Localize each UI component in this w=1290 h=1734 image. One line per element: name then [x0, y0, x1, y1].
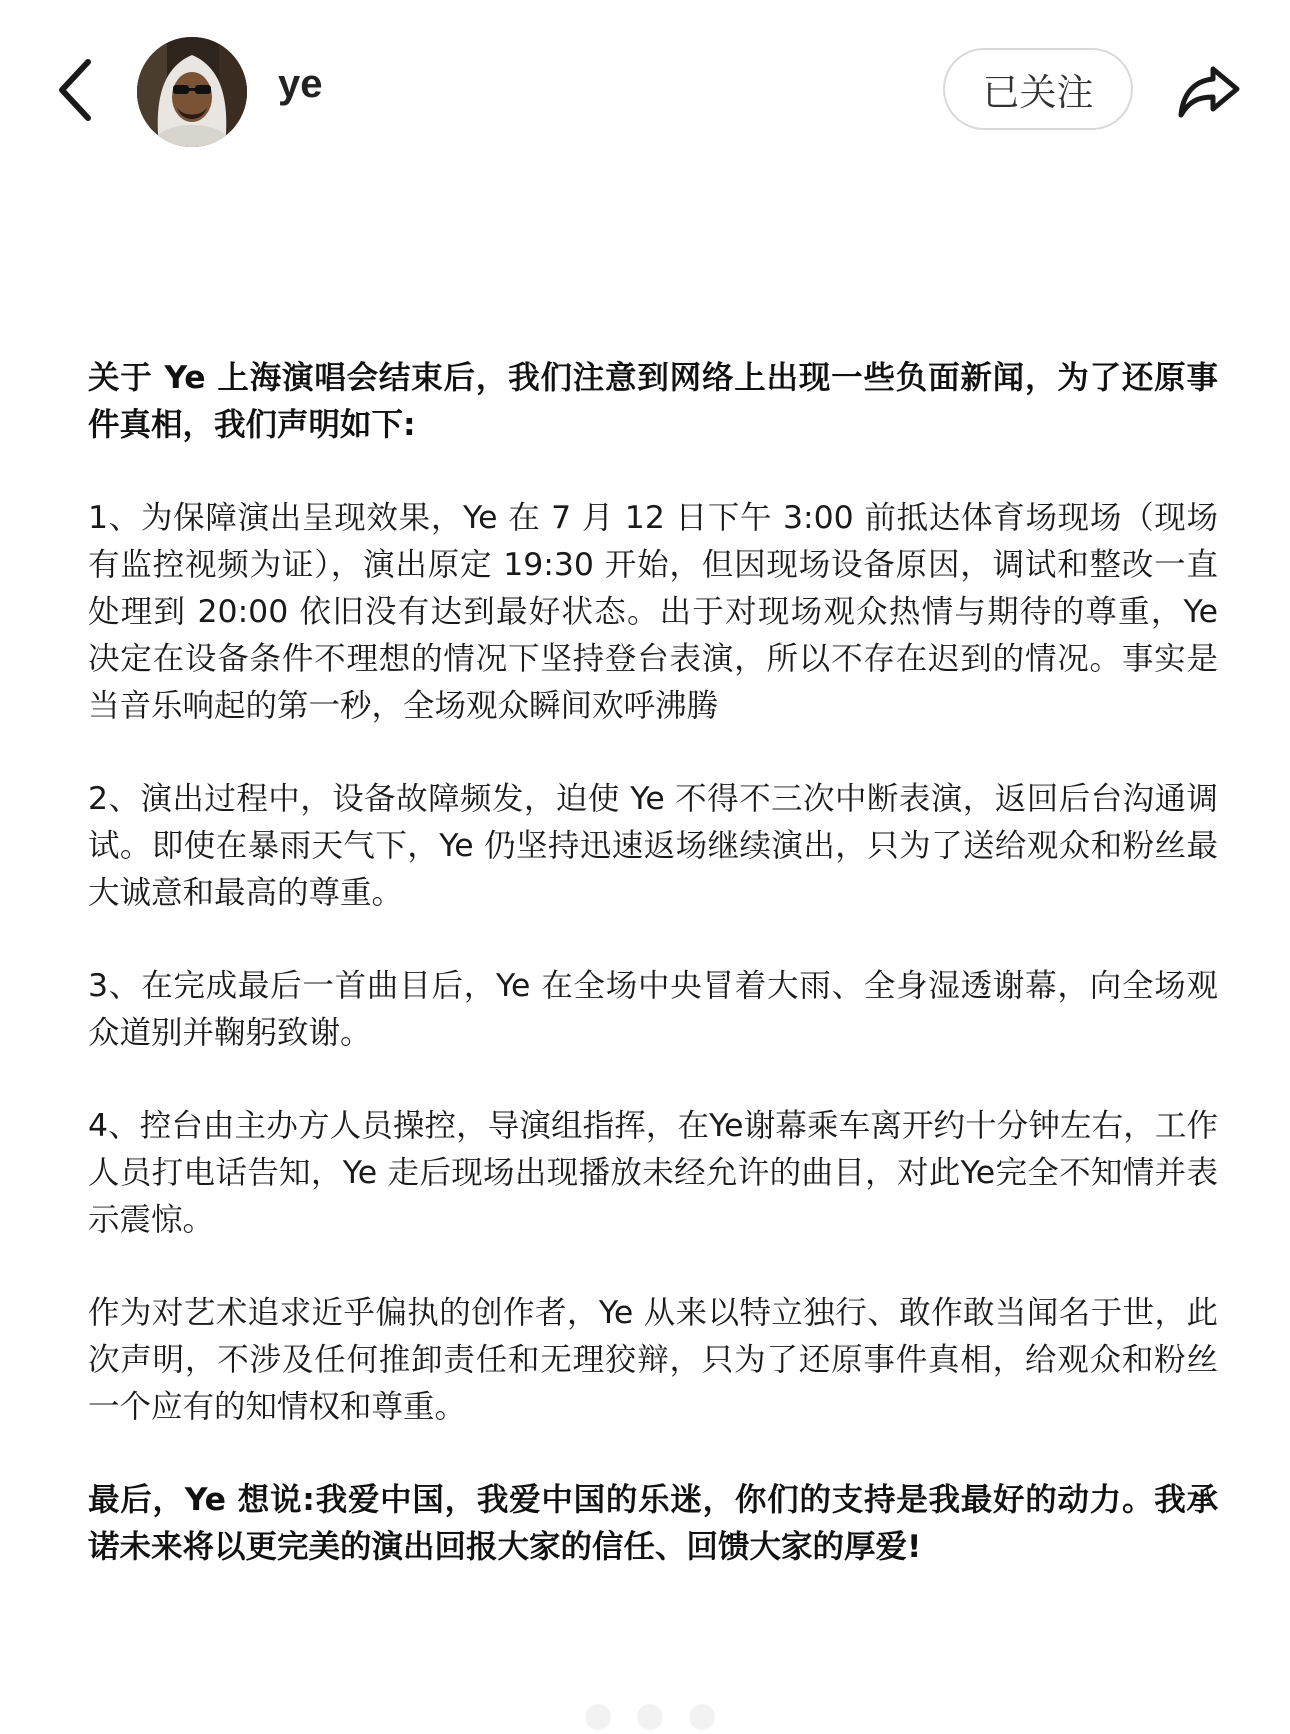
- image-page-indicator: [520, 1700, 780, 1734]
- statement-point-1: 1、为保障演出呈现效果，Ye 在 7 月 12 日下午 3:00 前抵达体育场现场（现场有监控视频为证），演出原定 19:30 开始，但因现场设备原因，调试和整改一直处理到 20:00 依旧没有达到最好状态。出于对现场观众热情与期待的尊重，Ye 决定在设备条件不理想的情况下坚持登台表演，所以不存在迟到的情况。事实是当音乐响起的第一秒，全场观众瞬间欢呼沸腾: [88, 500, 1218, 724]
- follow-button[interactable]: 已关注: [943, 48, 1133, 130]
- statement-point-2: 2、演出过程中，设备故障频发，迫使 Ye 不得不三次中断表演，返回后台沟通调试。即使在暴雨天气下，Ye 仍坚持迅速返场继续演出，只为了送给观众和粉丝最大诚意和最高的尊重。: [88, 781, 1218, 911]
- avatar[interactable]: [137, 37, 247, 147]
- chevron-left-icon: [54, 57, 94, 123]
- statement-point-3: 3、在完成最后一首曲目后，Ye 在全场中央冒着大雨、全身湿透谢幕，向全场观众道别并鞠躬致谢。: [88, 968, 1218, 1051]
- page-dot[interactable]: [690, 1705, 714, 1729]
- page-dot[interactable]: [586, 1705, 610, 1729]
- statement-final: 最后，Ye 想说:我爱中国，我爱中国的乐迷，你们的支持是我最好的动力。我承诺未来将以更完美的演出回报大家的信任、回馈大家的厚爱!: [88, 1482, 1218, 1565]
- top-bar: [0, 0, 1290, 180]
- statement-article: [88, 355, 1218, 1617]
- share-button[interactable]: [1168, 50, 1250, 132]
- username[interactable]: ye: [278, 62, 323, 106]
- back-button[interactable]: [44, 50, 104, 130]
- statement-closing: 作为对艺术追求近乎偏执的创作者，Ye 从来以特立独行、敢作敢当闻名于世，此次声明，不涉及任何推卸责任和无理狡辩，只为了还原事件真相，给观众和粉丝一个应有的知情权和尊重。: [88, 1295, 1218, 1425]
- share-arrow-icon: [1177, 63, 1241, 119]
- statement-intro: 关于 Ye 上海演唱会结束后，我们注意到网络上出现一些负面新闻，为了还原事件真相，我们声明如下:: [88, 360, 1218, 443]
- statement-point-4: 4、控台由主办方人员操控，导演组指挥，在Ye谢幕乘车离开约十分钟左右，工作人员打电话告知，Ye 走后现场出现播放未经允许的曲目，对此Ye完全不知情并表示震惊。: [88, 1108, 1218, 1238]
- page-dot[interactable]: [638, 1705, 662, 1729]
- avatar-image: [137, 37, 247, 147]
